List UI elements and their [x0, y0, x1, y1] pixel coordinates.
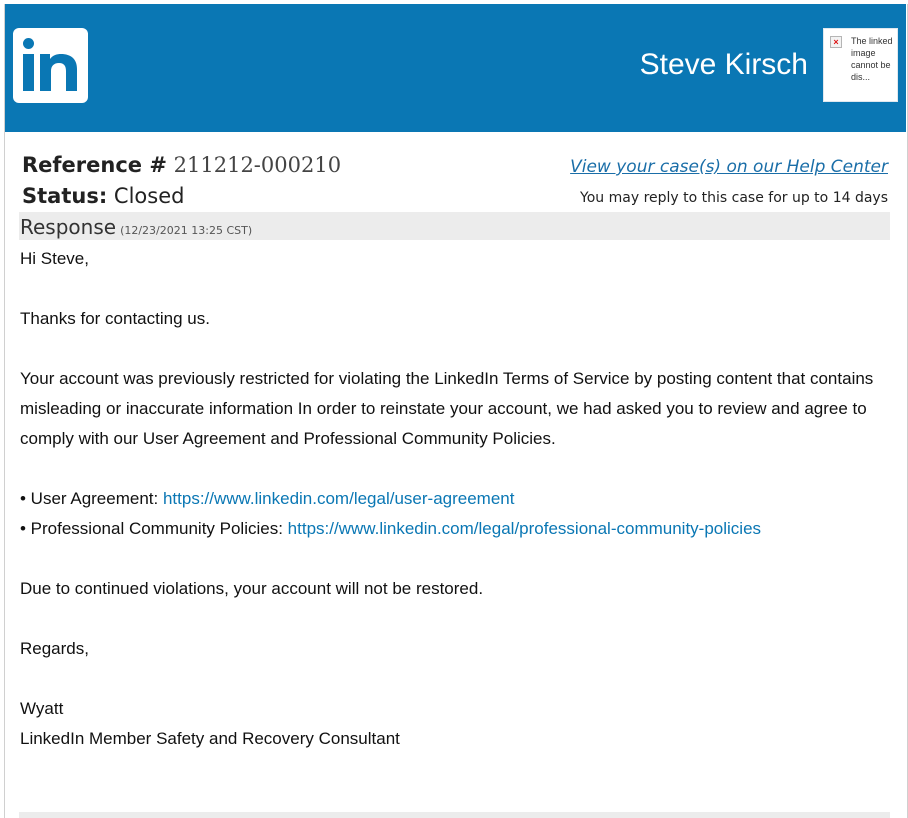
bullet-user-agreement: • User Agreement: https://www.linkedin.com/legal/user-agreement: [20, 489, 515, 508]
message-body: [20, 244, 895, 754]
recipient-name: Steve Kirsch: [639, 48, 808, 81]
bullet-community-policies: • Professional Community Policies: https://www.linkedin.com/legal/professional-community-policies: [20, 519, 762, 538]
linkedin-logo-icon: [13, 28, 88, 103]
response-timestamp: (12/23/2021 13:25 CST): [120, 224, 253, 237]
signer-title: LinkedIn Member Safety and Recovery Consultant: [20, 729, 400, 748]
broken-image-alt-text: The linked image cannot be dis...: [851, 36, 893, 82]
reply-note: You may reply to this case for up to 14 days: [580, 190, 888, 206]
status-label: Status:: [22, 184, 108, 208]
thanks-line: Thanks for contacting us.: [20, 309, 210, 328]
reference-line: [22, 153, 341, 177]
header-banner: [5, 4, 906, 132]
conclusion-line: Due to continued violations, your account will not be restored.: [20, 579, 484, 598]
regards-line: Regards,: [20, 639, 89, 658]
response-header: [19, 212, 890, 240]
community-policies-link[interactable]: https://www.linkedin.com/legal/professional-community-policies: [287, 519, 762, 538]
user-agreement-link[interactable]: https://www.linkedin.com/legal/user-agreement: [162, 489, 515, 508]
help-center-link[interactable]: View your case(s) on our Help Center: [570, 157, 888, 177]
restriction-paragraph: Your account was previously restricted for violating the LinkedIn Terms of Service by posting content that contains misleading or inaccurate information In order to reinstate your account, we had asked you to review and agree to comply with our User Agreement and Professional Community Policies.: [20, 369, 874, 448]
signer-name: Wyatt: [20, 699, 64, 718]
status-value: Closed: [113, 184, 185, 208]
greeting: Hi Steve,: [20, 249, 89, 268]
broken-image-placeholder: [823, 28, 898, 102]
status-line: [22, 184, 184, 208]
reference-number: 211212-000210: [173, 153, 342, 177]
response-title: Response (12/23/2021 13:25 CST): [20, 215, 253, 239]
reference-label: Reference #: [22, 153, 167, 177]
footer-divider: [19, 812, 890, 818]
broken-image-icon: ×: [830, 36, 842, 48]
